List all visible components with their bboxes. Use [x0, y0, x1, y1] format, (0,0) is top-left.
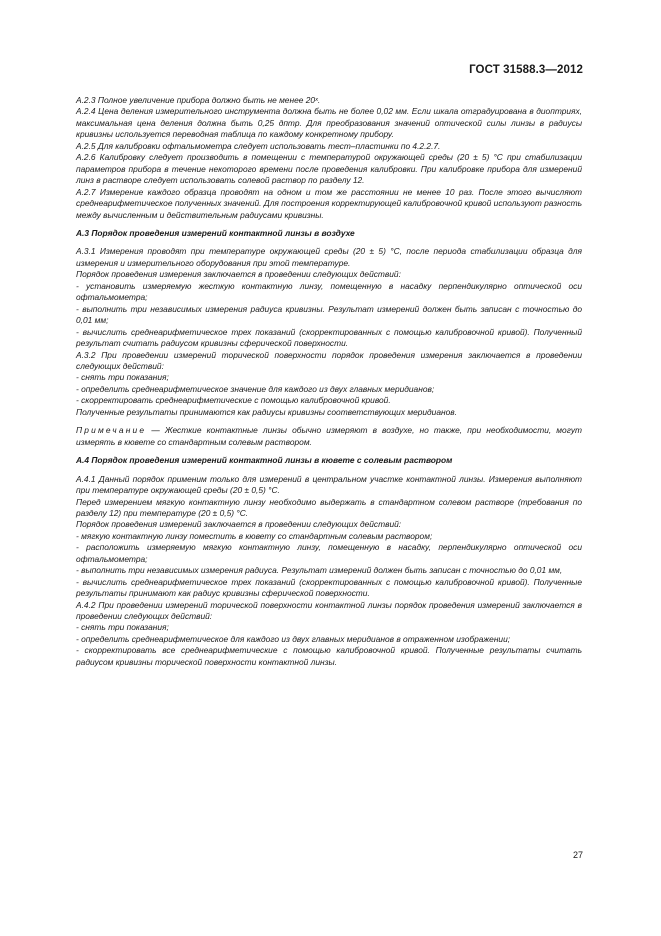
spacer — [76, 418, 582, 425]
paragraph-a-2-3: А.2.3 Полное увеличение прибора должно быть не менее 20ˣ. — [76, 95, 321, 105]
paragraph-a-4-1: А.4.1 Данный порядок применим только для измерений в центральном участке контактной линзы. Измерения выполняют при температуре окружающей среды (20 ± 0,5) °С. — [76, 473, 582, 496]
list-item: - мягкую контактную линзу поместить в кювету со стандартным солевым раствором; — [76, 530, 433, 541]
paragraph-a-2-7: А.2.7 Измерение каждого образца проводят на одном и том же расстоянии не менее 10 раз. После этого вычисляют среднеарифметическое полученных значений. Для построения корректирующей калибровочной кривой используют разность между вычисленным и действительным радиусами кривизны. — [76, 186, 582, 220]
section-heading-a-4: А.4 Порядок проведения измерений контактной линзы в кювете с солевым раствором — [76, 455, 453, 466]
document-body — [76, 95, 582, 668]
paragraph-a-2-6: А.2.6 Калибровку следует производить в помещении с температурой окружающей среды (20 ± 5) °С при стабилизации параметров прибора в течение некоторого времени после проведения калибровки. При калибровке прибора для измерений линз в растворе следует использовать солевой раствор по разделу 12. — [76, 152, 582, 186]
list-item: - вычислить среднеарифметическое трех показаний (скорректированных с помощью калибровочной кривой). Полученные результаты принимают как радиус кривизны сферической поверхности. — [76, 576, 582, 599]
list-item: - снять три показания; — [76, 372, 169, 383]
list-item: - скорректировать все среднеарифметические с помощью калибровочной кривой. Полученные результаты считать радиусом кривизны торической поверхности контактной линзы. — [76, 645, 582, 667]
paragraph-a-3-1: А.3.1 Измерения проводят при температуре окружающей среды (20 ± 5) °С, после периода стабилизации образца для измерения и измерительного оборудования при этой температуре. — [76, 246, 582, 268]
list-item: - вычислить среднеарифметическое трех показаний (скорректированных с помощью калибровочной кривой). Полученный результат считать радиусом кривизны сферической поверхности. — [76, 326, 582, 349]
paragraph-a-2-4: А.2.4 Цена деления измерительного инструмента должна быть не более 0,02 мм. Если шкала отградуирована в диоптриях, максимальная цена деления должна быть 0,25 дптр. Для преобразования значений оптической силы линзы в радиусы кривизны используется переводная таблица по каждому конкретному прибору. — [76, 106, 582, 140]
paragraph-preparation: Перед измерением мягкую контактную линзу необходимо выдержать в стандартном солевом растворе (требования по разделу 12) при температуре (20 ± 0,5) °С. — [76, 496, 582, 518]
note-paragraph — [76, 425, 582, 448]
note-label: Примечание — [76, 425, 147, 436]
standard-header: ГОСТ 31588.3—2012 — [469, 64, 583, 76]
list-item: - снять три показания; — [76, 622, 169, 633]
section-heading-a-3: А.3 Порядок проведения измерений контактной линзы в воздухе — [76, 227, 355, 238]
list-item: - скорректировать среднеарифметические с помощью калибровочной кривой. — [76, 395, 391, 406]
list-item: - расположить измеряемую мягкую контактную линзу, помещенную в насадку, перпендикулярно оптической оси офтальмометра; — [76, 542, 582, 564]
list-item: - определить среднеарифметическое значение для каждого из двух главных меридианов; — [76, 383, 435, 394]
list-item: - выполнить три независимых измерения радиуса. Результат измерений должен быть записан с точностью до 0,01 мм, — [76, 565, 563, 576]
page-number: 27 — [572, 850, 583, 860]
paragraph-a-2-5: А.2.5 Для калибровки офтальмометра следует использовать тест–пластинки по 4.2.2.7. — [76, 140, 441, 151]
paragraph-procedure-intro: Порядок проведения измерений заключается в проведении следующих действий: — [76, 519, 402, 530]
paragraph-a-3-2: А.3.2 При проведении измерений торической поверхности порядок проведения измерения заключается в проведении следующих действий: — [76, 349, 582, 371]
note-text: — Жесткие контактные линзы обычно измеряют в воздухе, но также, при необходимости, могут измерять в кювете со стандартным солевым раствором. — [76, 425, 582, 447]
paragraph-procedure-intro: Порядок проведения измерения заключается в проведении следующих действий: — [76, 269, 401, 280]
list-item: - выполнить три независимых измерения радиуса кривизны. Результат измерений должен быть записан с точностью до 0,01 мм; — [76, 303, 582, 326]
list-item: - определить среднеарифметическое для каждого из двух главных меридианов в отраженном изображении; — [76, 633, 511, 644]
paragraph-results: Полученные результаты принимаются как радиусы кривизны соответствующих меридианов. — [76, 406, 457, 417]
list-item: - установить измеряемую жесткую контактную линзу, помещенную в насадку перпендикулярно оптической оси офтальмометра; — [76, 280, 582, 303]
paragraph-a-4-2: А.4.2 При проведении измерений торической поверхности контактной линзы порядок проведения измерений заключается в проведении следующих действий: — [76, 599, 582, 622]
